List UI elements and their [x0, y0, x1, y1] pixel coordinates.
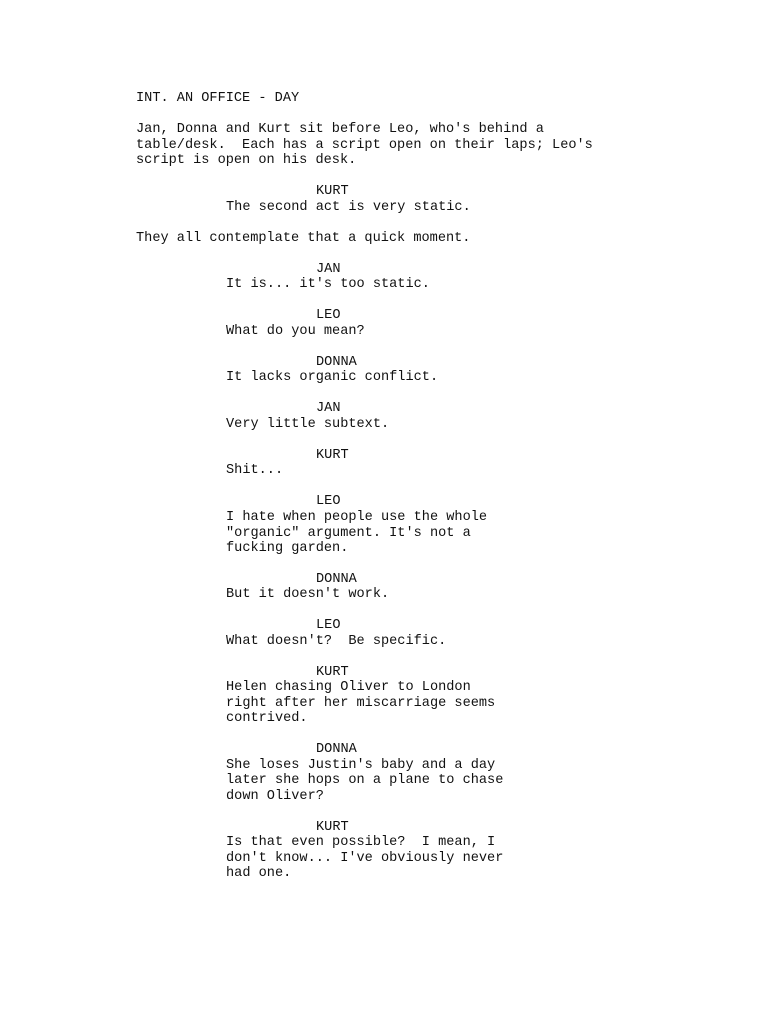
- scene-heading: INT. AN OFFICE - DAY: [136, 91, 300, 106]
- dialogue-line: But it doesn't work.: [226, 587, 390, 602]
- dialogue-line: Very little subtext.: [226, 417, 390, 432]
- dialogue-line: What do you mean?: [226, 324, 365, 339]
- dialogue-line: It is... it's too static.: [226, 277, 430, 292]
- character-name: KURT: [316, 184, 349, 199]
- character-name: DONNA: [316, 572, 357, 587]
- dialogue-line: What doesn't? Be specific.: [226, 634, 447, 649]
- character-name: LEO: [316, 308, 341, 323]
- dialogue-line: The second act is very static.: [226, 200, 471, 215]
- dialogue-line: had one.: [226, 866, 292, 881]
- action-line: They all contemplate that a quick moment.: [136, 231, 471, 246]
- dialogue-line: She loses Justin's baby and a day: [226, 758, 496, 773]
- dialogue-line: later she hops on a plane to chase: [226, 773, 504, 788]
- character-name: DONNA: [316, 355, 357, 370]
- dialogue-line: "organic" argument. It's not a: [226, 526, 471, 541]
- dialogue-line: It lacks organic conflict.: [226, 370, 439, 385]
- dialogue-line: contrived.: [226, 711, 308, 726]
- character-name: KURT: [316, 665, 349, 680]
- dialogue-line: Helen chasing Oliver to London: [226, 680, 471, 695]
- dialogue-line: Is that even possible? I mean, I: [226, 835, 496, 850]
- action-line: Jan, Donna and Kurt sit before Leo, who's behind a: [136, 122, 544, 137]
- action-line: table/desk. Each has a script open on their laps; Leo's: [136, 138, 593, 153]
- dialogue-line: don't know... I've obviously never: [226, 851, 504, 866]
- character-name: LEO: [316, 494, 341, 509]
- character-name: KURT: [316, 820, 349, 835]
- action-line: script is open on his desk.: [136, 153, 357, 168]
- character-name: LEO: [316, 618, 341, 633]
- dialogue-line: right after her miscarriage seems: [226, 696, 496, 711]
- character-name: KURT: [316, 448, 349, 463]
- dialogue-line: fucking garden.: [226, 541, 349, 556]
- dialogue-line: I hate when people use the whole: [226, 510, 488, 525]
- dialogue-line: Shit...: [226, 463, 284, 478]
- dialogue-line: down Oliver?: [226, 789, 324, 804]
- character-name: JAN: [316, 262, 341, 277]
- character-name: JAN: [316, 401, 341, 416]
- character-name: DONNA: [316, 742, 357, 757]
